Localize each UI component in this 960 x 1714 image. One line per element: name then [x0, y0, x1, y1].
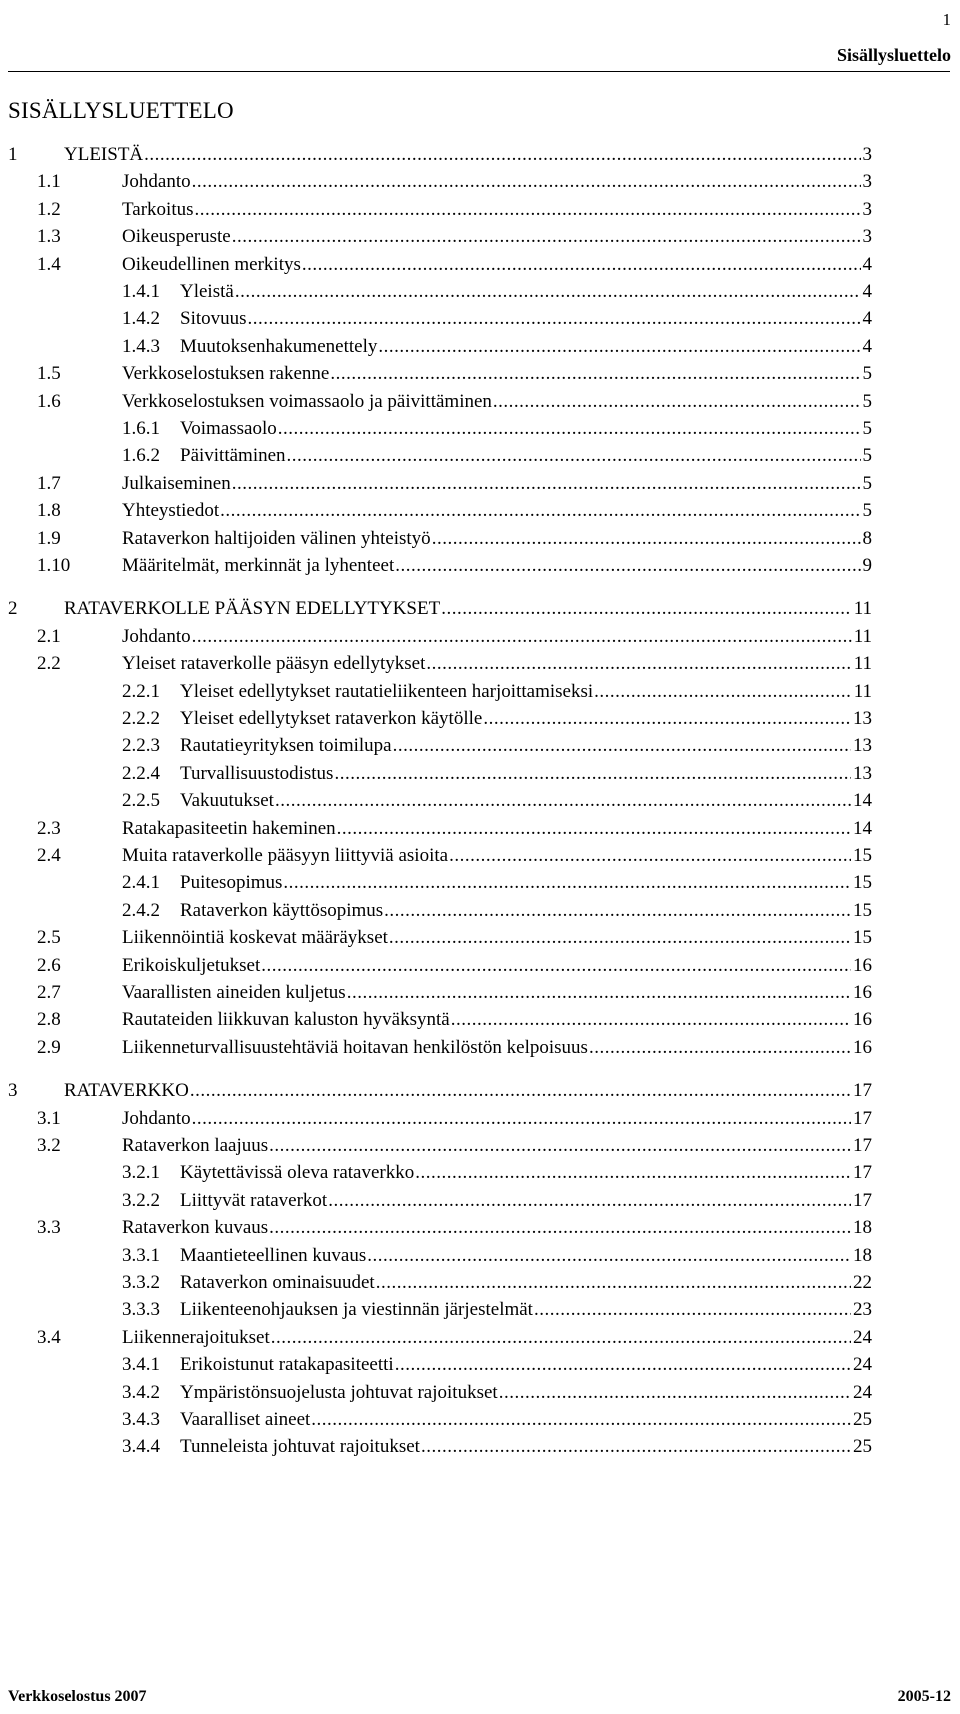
- dot-leader: [389, 924, 851, 952]
- toc-entry-page: 5: [862, 418, 872, 439]
- toc-entry-page: 5: [862, 472, 872, 494]
- toc-entry-number: 2.6: [37, 954, 61, 976]
- toc-entry-title: Vakuutukset: [180, 790, 274, 812]
- toc-entry[interactable]: [0, 360, 960, 388]
- toc-entry-number: 2.9: [37, 1036, 61, 1058]
- toc-entry-title: Oikeusperuste: [122, 226, 231, 248]
- toc-entry-page: 5: [862, 363, 872, 385]
- toc-entry[interactable]: [0, 897, 960, 925]
- toc-entry[interactable]: [0, 552, 960, 580]
- dot-leader: [395, 552, 860, 580]
- toc-entry-number: 2.4.2: [122, 899, 160, 921]
- toc-entry-title: Ympäristönsuojelusta johtuvat rajoitukset: [180, 1381, 498, 1403]
- toc-entry-title: Ratakapasiteetin hakeminen: [122, 817, 336, 839]
- toc-entry-title: Erikoiskuljetukset: [122, 954, 261, 976]
- toc-entry-page: 13: [853, 735, 872, 757]
- toc-entry-title: Liikenneturvallisuustehtäviä hoitavan henkilöstön kelpoisuus: [122, 1036, 588, 1058]
- toc-entry[interactable]: [0, 525, 960, 553]
- toc-entry[interactable]: [0, 678, 960, 706]
- toc-entry[interactable]: [0, 1406, 960, 1434]
- toc-entry-number: 3.4.4: [122, 1436, 160, 1458]
- toc-entry-title: Turvallisuustodistus: [180, 762, 334, 784]
- dot-leader: [337, 815, 851, 843]
- dot-leader: [220, 497, 860, 525]
- toc-entry-number: 2.2.4: [122, 762, 160, 784]
- toc-entry-number: 1.1: [37, 171, 61, 193]
- toc-entry[interactable]: [0, 442, 960, 470]
- toc-entry-number: 3.3.1: [122, 1244, 160, 1266]
- toc-entry-number: 2.7: [37, 982, 61, 1003]
- toc-entry-page: 16: [853, 982, 872, 1003]
- toc-entry[interactable]: [0, 1242, 960, 1270]
- toc-entry[interactable]: [0, 1214, 960, 1242]
- dot-leader: [328, 1187, 851, 1215]
- toc-entry[interactable]: [0, 979, 960, 1007]
- toc-entry-number: 3.3: [37, 1217, 61, 1239]
- toc-entry-title: Yhteystiedot: [122, 500, 220, 522]
- toc-entry[interactable]: [0, 223, 960, 251]
- toc-entry-number: 3.1: [37, 1107, 61, 1129]
- dot-leader: [330, 360, 860, 388]
- toc-entry-page: 16: [853, 1009, 872, 1031]
- toc-entry-title: YLEISTÄ: [64, 144, 144, 165]
- toc-entry-page: 13: [853, 762, 872, 784]
- toc-entry-title: Yleiset edellytykset rataverkon käytölle: [180, 708, 483, 729]
- dot-leader: [432, 525, 861, 553]
- toc-entry[interactable]: [0, 623, 960, 651]
- toc-entry[interactable]: [0, 1034, 960, 1062]
- toc-entry[interactable]: [0, 1187, 960, 1215]
- toc-entry-title: Julkaiseminen: [122, 472, 231, 494]
- toc-entry-number: 1.3: [37, 226, 61, 248]
- toc-entry-page: 18: [853, 1217, 872, 1239]
- toc-entry[interactable]: [0, 1324, 960, 1352]
- toc-entry-number: 3.4.3: [122, 1409, 160, 1430]
- toc-entry-page: 22: [853, 1272, 872, 1293]
- toc-entry-number: 1.10: [37, 555, 71, 576]
- dot-leader: [269, 1132, 851, 1160]
- dot-leader: [395, 1351, 851, 1379]
- toc-entry-number: 2.2.1: [122, 680, 160, 702]
- toc-entry-number: 1.7: [37, 472, 61, 494]
- toc-entry[interactable]: [0, 1379, 960, 1407]
- toc-entry-title: Rataverkon kuvaus: [122, 1217, 269, 1239]
- toc-entry-page: 4: [862, 308, 872, 330]
- toc-entry-number: 3.3.2: [122, 1272, 160, 1293]
- toc-entry[interactable]: [0, 333, 960, 361]
- toc-entry-title: Yleiset edellytykset rautatieliikenteen harjoittamiseksi: [180, 680, 594, 702]
- toc-entry[interactable]: [0, 1296, 960, 1324]
- toc-entry[interactable]: [0, 650, 960, 678]
- toc-entry-number: 1.6: [37, 390, 61, 412]
- toc-entry-title: Määritelmät, merkinnät ja lyhenteet: [122, 555, 395, 576]
- toc-entry-page: 23: [853, 1299, 872, 1321]
- toc-entry-page: 16: [853, 954, 872, 976]
- toc-entry[interactable]: [0, 415, 960, 443]
- toc-entry-page: 11: [853, 653, 872, 675]
- toc-entry-title: Liikenteenohjauksen ja viestinnän järjestelmät: [180, 1299, 533, 1321]
- toc-entry-page: 17: [853, 1107, 872, 1129]
- header-section-title: Sisällysluettelo: [836, 45, 951, 65]
- footer-document-name: Verkkoselostus 2007: [8, 1688, 147, 1705]
- toc-entry-page: 13: [853, 708, 872, 729]
- dot-leader: [334, 760, 851, 788]
- toc-entry-number: 3.4.2: [122, 1381, 160, 1403]
- toc-entry-number: 2.4: [37, 845, 61, 866]
- toc-entry-title: Puitesopimus: [180, 872, 283, 894]
- toc-entry-page: 3: [862, 226, 872, 248]
- toc-entry-number: 2.3: [37, 817, 61, 839]
- toc-entry-page: 4: [862, 253, 872, 275]
- toc-entry-number: 2.4.1: [122, 872, 160, 894]
- toc-entry-number: 3.4.1: [122, 1354, 160, 1376]
- toc-entry-page: 4: [862, 281, 872, 302]
- toc-entry[interactable]: [0, 760, 960, 788]
- toc-entry[interactable]: [0, 924, 960, 952]
- toc-entry-number: 2.2.3: [122, 735, 160, 757]
- toc-entry-page: 11: [853, 680, 872, 702]
- toc-entry-title: Päivittäminen: [180, 445, 286, 467]
- toc-entry-number: 2.2: [37, 653, 61, 675]
- dot-leader: [534, 1296, 851, 1324]
- toc-entry-title: Johdanto: [122, 1107, 191, 1129]
- toc-entry-title: Rataverkon käyttösopimus: [180, 899, 384, 921]
- toc-entry-number: 2.2.5: [122, 790, 160, 812]
- toc-entry[interactable]: [0, 196, 960, 224]
- toc-entry-number: 3.2.2: [122, 1189, 160, 1211]
- dot-leader: [192, 623, 852, 651]
- toc-entry-page: 9: [862, 555, 872, 576]
- dot-leader: [248, 305, 861, 333]
- toc-entry[interactable]: [0, 141, 960, 169]
- dot-leader: [144, 141, 860, 169]
- toc-entry-title: Johdanto: [122, 625, 191, 647]
- dot-leader: [261, 952, 851, 980]
- toc-entry-number: 2: [8, 598, 18, 620]
- dot-leader: [232, 470, 861, 498]
- toc-entry-title: Yleiset rataverkolle pääsyn edellytykset: [122, 653, 426, 675]
- toc-entry-number: 3: [8, 1080, 18, 1102]
- toc-entry-page: 5: [862, 500, 872, 522]
- toc-entry-page: 11: [853, 598, 872, 620]
- dot-leader: [378, 333, 860, 361]
- toc-entry-page: 4: [862, 335, 872, 357]
- dot-leader: [421, 1433, 851, 1461]
- toc-entry-number: 1.2: [37, 198, 61, 220]
- toc-entry-title: RATAVERKKO: [64, 1080, 189, 1102]
- toc-entry[interactable]: [0, 787, 960, 815]
- toc-entry-title: Johdanto: [122, 171, 191, 193]
- toc-entry-title: Vaaralliset aineet: [180, 1409, 311, 1430]
- toc-entry-page: 16: [853, 1036, 872, 1058]
- dot-leader: [426, 650, 851, 678]
- toc-entry[interactable]: [0, 1077, 960, 1105]
- footer-date: 2005-12: [897, 1688, 951, 1705]
- dot-leader: [347, 979, 851, 1007]
- toc-entry-page: 5: [862, 445, 872, 467]
- header-rule: [8, 71, 950, 72]
- toc-entry[interactable]: [0, 470, 960, 498]
- dot-leader: [451, 1006, 851, 1034]
- toc-entry-title: Yleistä: [180, 281, 234, 302]
- toc-entry-page: 24: [853, 1381, 872, 1403]
- dot-leader: [192, 1105, 851, 1133]
- toc-entry-title: Käytettävissä oleva rataverkko: [180, 1162, 415, 1184]
- toc-entry[interactable]: [0, 1269, 960, 1297]
- dot-leader: [589, 1034, 851, 1062]
- toc-entry-page: 17: [853, 1189, 872, 1211]
- toc-entry-page: 15: [853, 927, 872, 949]
- toc-entry-title: Rataverkon ominaisuudet: [180, 1272, 375, 1293]
- toc-entry-number: 2.5: [37, 927, 61, 949]
- toc-entry-page: 24: [853, 1354, 872, 1376]
- toc-entry-number: 2.1: [37, 625, 61, 647]
- toc-entry-page: 17: [853, 1135, 872, 1156]
- dot-leader: [278, 415, 861, 443]
- toc-entry-title: Oikeudellinen merkitys: [122, 253, 301, 275]
- toc-entry[interactable]: [0, 705, 960, 733]
- toc-entry-number: 1.5: [37, 363, 61, 385]
- dot-leader: [441, 595, 851, 623]
- toc-entry-title: Rautateiden liikkuvan kaluston hyväksyntä: [122, 1009, 450, 1031]
- toc-entry[interactable]: [0, 1159, 960, 1187]
- toc-entry[interactable]: [0, 388, 960, 416]
- dot-leader: [483, 705, 851, 733]
- toc-entry-number: 1.4.3: [122, 335, 160, 357]
- toc-entry-title: Verkkoselostuksen voimassaolo ja päivittäminen: [122, 390, 492, 412]
- toc-entry-page: 3: [862, 171, 872, 193]
- toc-entry-title: Tarkoitus: [122, 198, 194, 220]
- dot-leader: [271, 1324, 851, 1352]
- dot-leader: [232, 223, 861, 251]
- dot-leader: [594, 678, 852, 706]
- toc-entry-page: 15: [853, 872, 872, 894]
- dot-leader: [190, 1077, 851, 1105]
- toc-entry-number: 1.8: [37, 500, 61, 522]
- toc-entry-title: Tunneleista johtuvat rajoitukset: [180, 1436, 420, 1458]
- toc-entry-title: Rataverkon laajuus: [122, 1135, 269, 1156]
- toc-entry-title: Vaarallisten aineiden kuljetus: [122, 982, 346, 1003]
- toc-entry[interactable]: [0, 1351, 960, 1379]
- toc-entry[interactable]: [0, 1433, 960, 1461]
- toc-entry[interactable]: [0, 251, 960, 279]
- toc-entry-title: RATAVERKOLLE PÄÄSYN EDELLYTYKSET: [64, 598, 441, 620]
- dot-leader: [275, 787, 851, 815]
- toc-entry-title: Sitovuus: [180, 308, 247, 330]
- toc-entry-page: 17: [853, 1162, 872, 1184]
- toc-entry-number: 1.6.1: [122, 418, 160, 439]
- toc-entry[interactable]: [0, 842, 960, 870]
- toc-entry-page: 14: [853, 790, 872, 812]
- toc-entry[interactable]: [0, 278, 960, 306]
- toc-entry[interactable]: [0, 1132, 960, 1160]
- toc-entry-title: Verkkoselostuksen rakenne: [122, 363, 330, 385]
- toc-entry-page: 25: [853, 1436, 872, 1458]
- toc-entry-page: 25: [853, 1409, 872, 1430]
- toc-entry[interactable]: [0, 168, 960, 196]
- toc-entry[interactable]: [0, 952, 960, 980]
- toc-entry-page: 11: [853, 625, 872, 647]
- toc-entry[interactable]: [0, 305, 960, 333]
- toc-entry-title: Liikennöintiä koskevat määräykset: [122, 927, 388, 949]
- dot-leader: [393, 732, 851, 760]
- toc-entry-number: 2.8: [37, 1009, 61, 1031]
- dot-leader: [311, 1406, 851, 1434]
- toc-entry-number: 3.2.1: [122, 1162, 160, 1184]
- dot-leader: [195, 196, 861, 224]
- toc-entry-title: Rataverkon haltijoiden välinen yhteistyö: [122, 527, 431, 549]
- toc-heading: SISÄLLYSLUETTELO: [8, 98, 234, 123]
- toc-entry-number: 1: [8, 144, 18, 165]
- toc-entry[interactable]: [0, 732, 960, 760]
- toc-entry-page: 3: [862, 198, 872, 220]
- toc-entry-page: 8: [862, 527, 872, 549]
- toc-entry[interactable]: [0, 497, 960, 525]
- toc-entry-page: 14: [853, 817, 872, 839]
- toc-entry-page: 3: [862, 144, 872, 165]
- toc-entry-number: 3.3.3: [122, 1299, 160, 1321]
- toc-entry-number: 1.4.1: [122, 281, 160, 302]
- dot-leader: [283, 869, 851, 897]
- toc-entry[interactable]: [0, 1006, 960, 1034]
- toc-entry-number: 1.4: [37, 253, 61, 275]
- toc-entry-number: 3.4: [37, 1326, 61, 1348]
- toc-entry-title: Rautatieyrityksen toimilupa: [180, 735, 392, 757]
- dot-leader: [367, 1242, 851, 1270]
- dot-leader: [376, 1269, 851, 1297]
- dot-leader: [287, 442, 861, 470]
- toc-entry-title: Maantieteellinen kuvaus: [180, 1244, 367, 1266]
- dot-leader: [384, 897, 851, 925]
- toc-entry[interactable]: [0, 595, 960, 623]
- dot-leader: [415, 1159, 851, 1187]
- toc-entry[interactable]: [0, 815, 960, 843]
- toc-entry-page: 18: [853, 1244, 872, 1266]
- toc-entry-title: Muutoksenhakumenettely: [180, 335, 378, 357]
- toc-entry-number: 3.2: [37, 1135, 61, 1156]
- toc-entry-page: 17: [853, 1080, 872, 1102]
- toc-entry-title: Erikoistunut ratakapasiteetti: [180, 1354, 394, 1376]
- toc-entry-page: 5: [862, 390, 872, 412]
- toc-entry-title: Liikennerajoitukset: [122, 1326, 270, 1348]
- toc-entry-page: 15: [853, 899, 872, 921]
- toc-entry-number: 1.4.2: [122, 308, 160, 330]
- toc-entry-title: Voimassaolo: [180, 418, 277, 439]
- dot-leader: [269, 1214, 851, 1242]
- dot-leader: [493, 388, 861, 416]
- toc-entry-number: 1.9: [37, 527, 61, 549]
- dot-leader: [192, 168, 861, 196]
- toc-entry-number: 1.6.2: [122, 445, 160, 467]
- dot-leader: [449, 842, 851, 870]
- toc-entry[interactable]: [0, 869, 960, 897]
- dot-leader: [302, 251, 861, 279]
- page-number: 1: [942, 10, 951, 29]
- toc-entry-page: 24: [853, 1326, 872, 1348]
- toc-entry-number: 2.2.2: [122, 708, 160, 729]
- dot-leader: [499, 1379, 851, 1407]
- toc-entry-page: 15: [853, 845, 872, 866]
- toc-entry[interactable]: [0, 1105, 960, 1133]
- toc-entry-title: Liittyvät rataverkot: [180, 1189, 328, 1211]
- dot-leader: [235, 278, 861, 306]
- toc-entry-title: Muita rataverkolle pääsyyn liittyviä asioita: [122, 845, 449, 866]
